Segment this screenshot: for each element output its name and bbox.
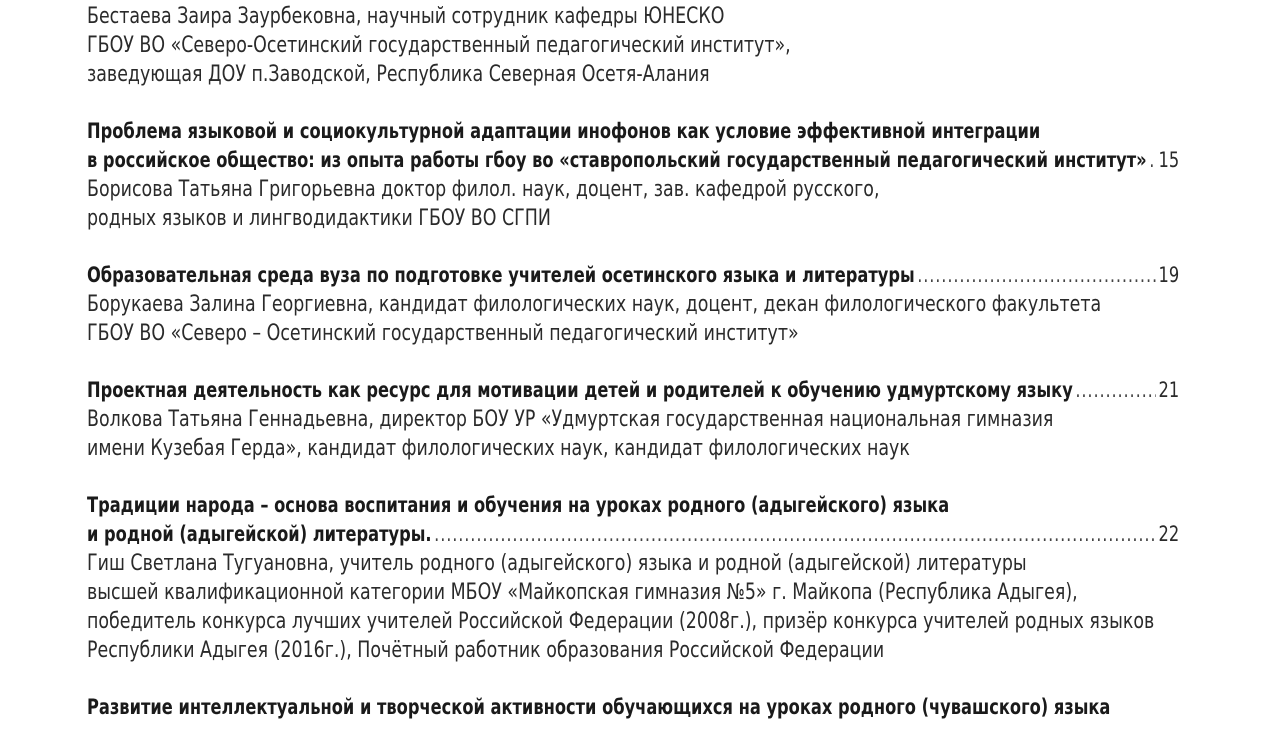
- dot-leader: [1149, 146, 1156, 175]
- entry-author-line: имени Кузебая Герда», кандидат филологических наук, кандидат филологических наук: [87, 436, 910, 461]
- entry-title-text: Развитие интеллектуальной и творческой активности обучающихся на уроках родного (чувашского) языка: [87, 695, 1111, 719]
- entry-title-line: [87, 520, 1179, 549]
- entry-title-text: Традиции народа – основа воспитания и обучения на уроках родного (адыгейского) языка: [87, 493, 950, 517]
- dot-leader: [917, 261, 1156, 290]
- entry-title-line: [87, 117, 1179, 146]
- entry-title-text: и родной (адыгейской) литературы.: [87, 522, 432, 546]
- entry-author-line: ГБОУ ВО «Северо-Осетинский государственный педагогический институт»,: [87, 33, 791, 58]
- entry-author-line: Волкова Татьяна Геннадьевна, директор БОУ УР «Удмуртская государственная национальная гимназия: [87, 407, 1054, 432]
- entry-title-text: Проблема языковой и социокультурной адаптации инофонов как условие эффективной интеграции: [87, 119, 1041, 143]
- page-number: 22: [1158, 522, 1180, 546]
- entry-title-text: Проектная деятельность как ресурс для мотивации детей и родителей к обучению удмуртскому языку: [87, 378, 1073, 402]
- entry-title-line: [87, 261, 1179, 290]
- entry-title-text: в российское общество: из опыта работы гбоу во «ставропольский государственный педагогический институт»: [87, 148, 1147, 172]
- toc-entry: [87, 2, 1179, 89]
- page-number: 15: [1158, 148, 1180, 172]
- entry-title-line: [87, 146, 1179, 175]
- toc-entry: [87, 261, 1179, 348]
- dot-leader: [1075, 376, 1156, 405]
- table-of-contents: [87, 2, 1179, 750]
- entry-title-line: [87, 693, 1179, 722]
- entry-author-line: Борисова Татьяна Григорьевна доктор филол. наук, доцент, зав. кафедрой русского,: [87, 177, 880, 202]
- entry-title-line: [87, 491, 1179, 520]
- entry-author-line: родных языков и лингводидактики ГБОУ ВО СГПИ: [87, 206, 551, 231]
- dot-leader: [434, 520, 1156, 549]
- entry-author-line: победитель конкурса лучших учителей Российской Федерации (2008г.), призёр конкурса учителей родных языков: [87, 609, 1155, 634]
- toc-entry: [87, 491, 1179, 665]
- toc-entry: [87, 117, 1179, 233]
- entry-author-line: Республики Адыгея (2016г.), Почётный работник образования Российской Федерации: [87, 638, 885, 663]
- entry-author-line: ГБОУ ВО «Северо – Осетинский государственный педагогический институт»: [87, 321, 799, 346]
- entry-author-line: Гиш Светлана Тугуановна, учитель родного (адыгейского) языка и родной (адыгейской) литературы: [87, 551, 1027, 576]
- toc-entry: [87, 693, 1179, 722]
- entry-author-line: Бестаева Заира Заурбековна, научный сотрудник кафедры ЮНЕСКО: [87, 4, 725, 29]
- page-number: 21: [1158, 378, 1180, 402]
- page-number: 19: [1158, 263, 1180, 287]
- toc-entry: [87, 376, 1179, 463]
- entry-author-line: заведующая ДОУ п.Заводской, Республика Северная Осетя-Алания: [87, 62, 710, 87]
- entry-author-line: Борукаева Залина Георгиевна, кандидат филологических наук, доцент, декан филологического факультета: [87, 292, 1102, 317]
- entry-title-text: Образовательная среда вуза по подготовке учителей осетинского языка и литературы: [87, 263, 915, 287]
- entry-author-line: высшей квалификационной категории МБОУ «Майкопская гимназия №5» г. Майкопа (Республика Адыгея),: [87, 580, 1078, 605]
- entry-title-line: [87, 376, 1179, 405]
